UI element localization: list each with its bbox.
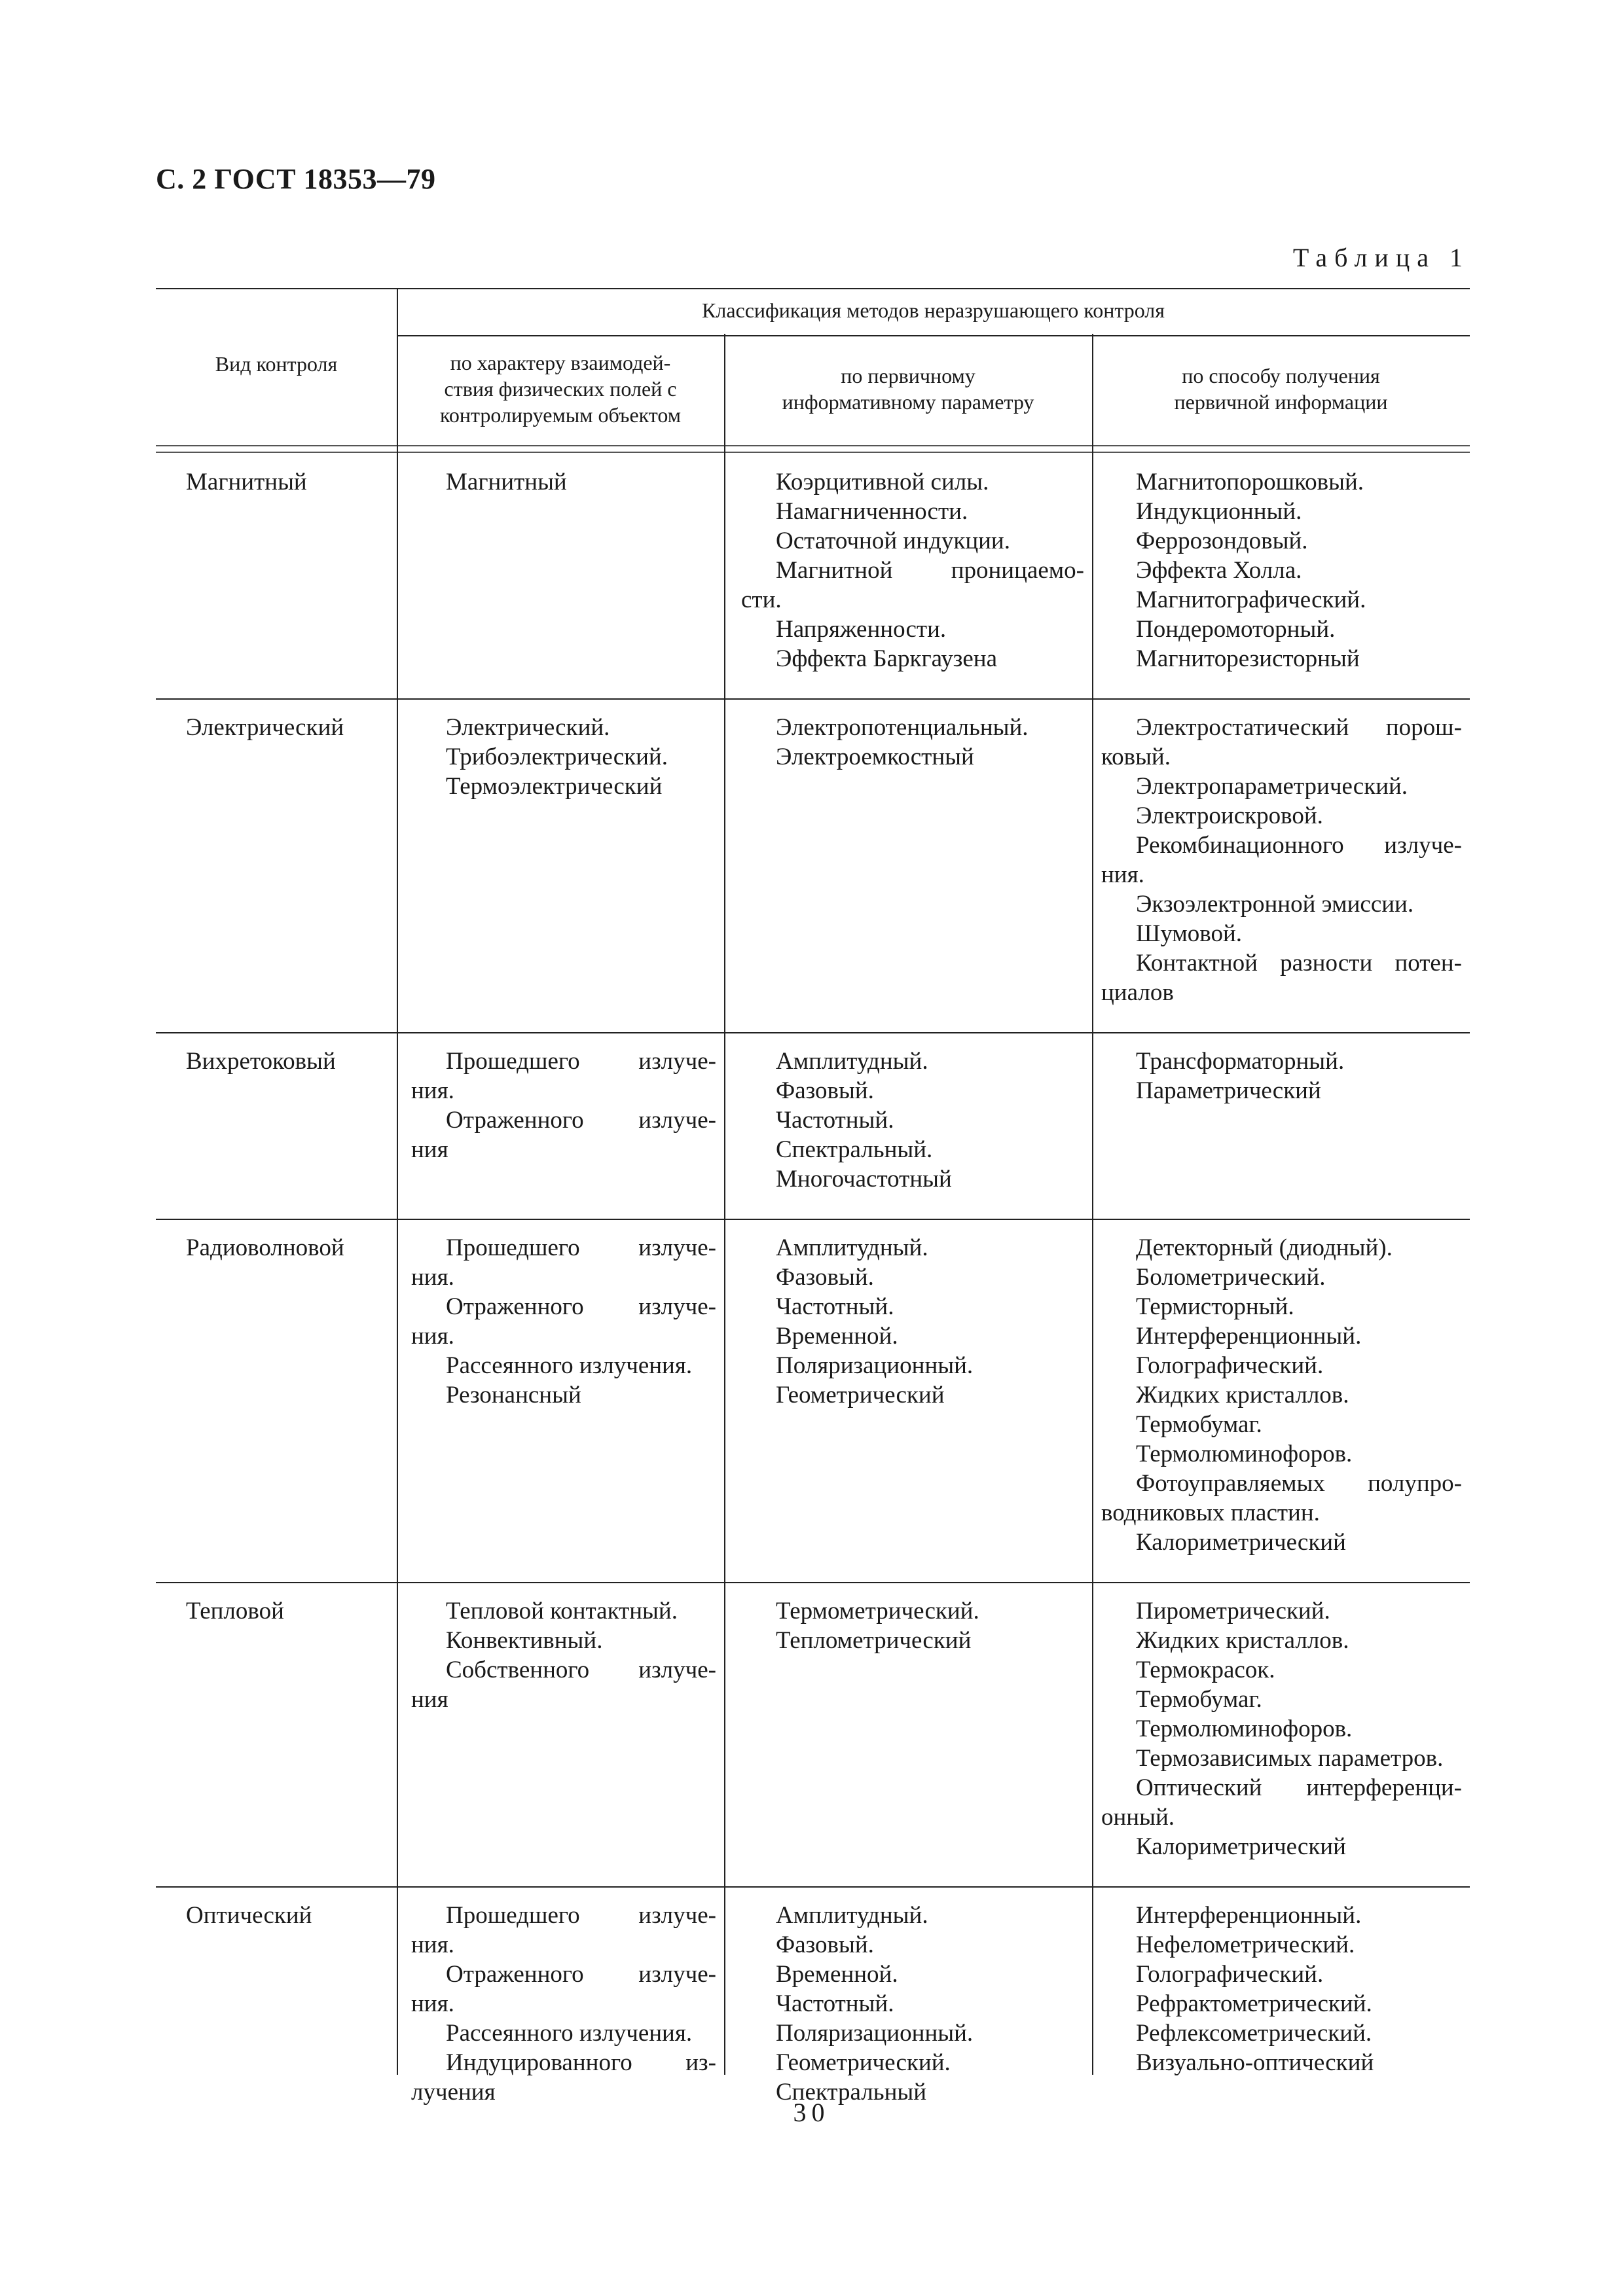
col-parameter-header: по первичному информативному параметру	[782, 364, 1034, 414]
table-row	[156, 1032, 1470, 1219]
control-type-cell: Тепловой	[186, 1598, 284, 1624]
page-header: С. 2 ГОСТ 18353—79	[156, 163, 436, 195]
parameter-line: Электроемкостный	[776, 744, 974, 770]
parameter-line: Геометрический	[776, 1382, 945, 1408]
info-line: Индукционный.	[1136, 498, 1302, 525]
info-line: Оптический интерференци-	[1136, 1774, 1462, 1801]
info-line: Интерференционный.	[1136, 1323, 1362, 1350]
info-line: Рефлексометрический.	[1136, 2020, 1372, 2047]
col-type-header: Вид контроля	[215, 352, 338, 376]
parameter-cell	[741, 467, 1084, 673]
parameter-line: Амплитудный.	[776, 1902, 928, 1929]
parameter-line: Эффекта Баркгаузена	[776, 645, 997, 672]
table-caption: Таблица 1	[1292, 243, 1470, 272]
info-cell	[1101, 1901, 1462, 2077]
info-line: Рекомбинационного излуче-	[1136, 832, 1462, 859]
interaction-line: Трибоэлектрический.	[446, 744, 668, 770]
info-line: Болометрический.	[1136, 1264, 1326, 1291]
interaction-cell	[411, 1233, 716, 1410]
info-line: Фотоуправляемых полупро-	[1136, 1470, 1462, 1497]
info-line: Калориметрический	[1136, 1833, 1346, 1860]
parameter-line: Фазовый.	[776, 1931, 874, 1958]
info-line: Нефелометрический.	[1136, 1931, 1355, 1958]
control-type-cell: Электрический	[186, 714, 344, 741]
info-line: ния.	[1101, 861, 1144, 888]
col-interaction-header: по характеру взаимодей- ствия физических полей с контролируемым объектом	[439, 351, 681, 427]
interaction-line: ния.	[411, 1990, 454, 2017]
header-double-rule	[156, 445, 1470, 453]
table-header	[156, 288, 1470, 445]
info-line: Магнитографический.	[1136, 586, 1366, 613]
interaction-line: лучения	[411, 2079, 496, 2106]
parameter-line: Поляризационный.	[776, 1352, 974, 1379]
page-number: 30	[793, 2098, 830, 2127]
info-line: Экзоэлектронной эмиссии.	[1136, 891, 1414, 918]
table-row	[156, 1582, 1470, 1886]
parameter-line: Остаточной индукции.	[776, 528, 1010, 554]
info-line: Голографический.	[1136, 1352, 1324, 1379]
info-line: Интерференционный.	[1136, 1902, 1362, 1929]
control-type-cell: Вихретоковый	[186, 1048, 336, 1075]
info-line: Эффекта Холла.	[1136, 557, 1302, 584]
parameter-line: Временной.	[776, 1323, 898, 1350]
parameter-line: Спектральный.	[776, 1136, 933, 1163]
interaction-line: Рассеянного излучения.	[446, 2020, 693, 2047]
info-line: онный.	[1101, 1804, 1175, 1831]
interaction-line: Собственного излуче-	[446, 1657, 716, 1683]
parameter-line: Частотный.	[776, 1990, 894, 2017]
table-row	[156, 453, 1470, 698]
parameter-line: Теплометрический	[776, 1627, 972, 1654]
control-type-cell: Оптический	[186, 1902, 312, 1929]
info-line: ковый.	[1101, 744, 1171, 770]
interaction-line: Конвективный.	[446, 1627, 603, 1654]
parameter-line: сти.	[741, 586, 782, 613]
info-line: Трансформаторный.	[1136, 1048, 1345, 1075]
col-divider-3	[1092, 334, 1093, 2075]
parameter-line: Поляризационный.	[776, 2020, 974, 2047]
info-cell	[1101, 713, 1462, 1007]
parameter-cell	[741, 1233, 1084, 1410]
info-line: Жидких кристаллов.	[1136, 1627, 1349, 1654]
parameter-line: Геометрический.	[776, 2049, 951, 2076]
parameter-line: Амплитудный.	[776, 1048, 928, 1075]
info-line: Шумовой.	[1136, 920, 1243, 947]
interaction-line: Отраженного излуче-	[446, 1961, 716, 1988]
parameter-line: Фазовый.	[776, 1077, 874, 1104]
parameter-cell	[741, 1901, 1084, 2107]
interaction-line: Тепловой контактный.	[446, 1598, 678, 1624]
group-header: Классификация методов неразрушающего контроля	[702, 298, 1165, 322]
info-cell	[1101, 1047, 1462, 1105]
info-line: Термозависимых параметров.	[1136, 1745, 1444, 1772]
info-line: Магниторезисторный	[1136, 645, 1360, 672]
col-divider-1	[397, 288, 398, 2075]
info-line: Термисторный.	[1136, 1293, 1294, 1320]
interaction-cell	[411, 1047, 716, 1164]
interaction-line: Электрический.	[446, 714, 610, 741]
classification-table	[156, 288, 1470, 2106]
info-line: Пондеромоторный.	[1136, 616, 1336, 643]
interaction-line: ния.	[411, 1323, 454, 1350]
interaction-cell	[411, 713, 716, 801]
parameter-cell	[741, 1047, 1084, 1194]
table-row	[156, 698, 1470, 1032]
group-divider	[397, 335, 1470, 336]
info-line: Феррозондовый.	[1136, 528, 1308, 554]
info-cell	[1101, 1233, 1462, 1557]
info-line: Электропараметрический.	[1136, 773, 1408, 800]
parameter-cell	[741, 713, 1084, 772]
info-line: Жидких кристаллов.	[1136, 1382, 1349, 1408]
interaction-line: ния.	[411, 1931, 454, 1958]
parameter-line: Фазовый.	[776, 1264, 874, 1291]
interaction-line: Прошедшего излуче-	[446, 1902, 716, 1929]
parameter-line: Многочастотный	[776, 1166, 952, 1193]
interaction-cell	[411, 1596, 716, 1714]
info-line: Термолюминофоров.	[1136, 1441, 1353, 1467]
control-type-cell: Радиоволновой	[186, 1234, 344, 1261]
info-line: Термобумаг.	[1136, 1686, 1262, 1713]
interaction-line: Магнитный	[446, 469, 567, 495]
info-line: Голографический.	[1136, 1961, 1324, 1988]
interaction-line: Индуцированного из-	[446, 2049, 716, 2076]
info-line: Рефрактометрический.	[1136, 1990, 1372, 2017]
info-cell	[1101, 467, 1462, 673]
info-line: Параметрический	[1136, 1077, 1321, 1104]
interaction-line: ния	[411, 1136, 448, 1163]
info-line: Пирометрический.	[1136, 1598, 1330, 1624]
parameter-line: Электропотенциальный.	[776, 714, 1029, 741]
info-cell	[1101, 1596, 1462, 1861]
info-line: Электроискровой.	[1136, 802, 1323, 829]
info-line: Магнитопорошковый.	[1136, 469, 1364, 495]
parameter-line: Термометрический.	[776, 1598, 979, 1624]
parameter-line: Частотный.	[776, 1293, 894, 1320]
interaction-cell	[411, 467, 716, 497]
parameter-line: Частотный.	[776, 1107, 894, 1134]
interaction-line: Отраженного излуче-	[446, 1293, 716, 1320]
info-line: циалов	[1101, 979, 1174, 1006]
parameter-line: Амплитудный.	[776, 1234, 928, 1261]
info-line: Электростатический порош-	[1136, 714, 1462, 741]
info-line: Калориметрический	[1136, 1529, 1346, 1556]
table-row	[156, 1219, 1470, 1582]
parameter-line: Магнитной проницаемо-	[776, 557, 1084, 584]
interaction-line: Рассеянного излучения.	[446, 1352, 693, 1379]
interaction-line: Отраженного излуче-	[446, 1107, 716, 1134]
info-line: водниковых пластин.	[1101, 1499, 1320, 1526]
parameter-line: Напряженности.	[776, 616, 947, 643]
info-line: Визуально-оптический	[1136, 2049, 1374, 2076]
interaction-line: ния	[411, 1686, 448, 1713]
interaction-line: Термоэлектрический	[446, 773, 663, 800]
parameter-line: Намагниченности.	[776, 498, 968, 525]
interaction-line: Прошедшего излуче-	[446, 1234, 716, 1261]
col-info-header: по способу получения первичной информации	[1174, 364, 1388, 414]
table-row	[156, 1886, 1470, 2132]
interaction-line: ния.	[411, 1077, 454, 1104]
parameter-line: Коэрцитивной силы.	[776, 469, 989, 495]
info-line: Термолюминофоров.	[1136, 1715, 1353, 1742]
info-line: Термобумаг.	[1136, 1411, 1262, 1438]
control-type-cell: Магнитный	[186, 469, 307, 495]
parameter-cell	[741, 1596, 1084, 1655]
info-line: Детекторный (диодный).	[1136, 1234, 1393, 1261]
parameter-line: Спектральный	[776, 2079, 927, 2106]
interaction-cell	[411, 1901, 716, 2107]
interaction-line: Резонансный	[446, 1382, 581, 1408]
interaction-line: ния.	[411, 1264, 454, 1291]
parameter-line: Временной.	[776, 1961, 898, 1988]
interaction-line: Прошедшего излуче-	[446, 1048, 716, 1075]
info-line: Термокрасок.	[1136, 1657, 1275, 1683]
col-divider-2	[724, 334, 725, 2075]
info-line: Контактной разности потен-	[1136, 950, 1462, 977]
